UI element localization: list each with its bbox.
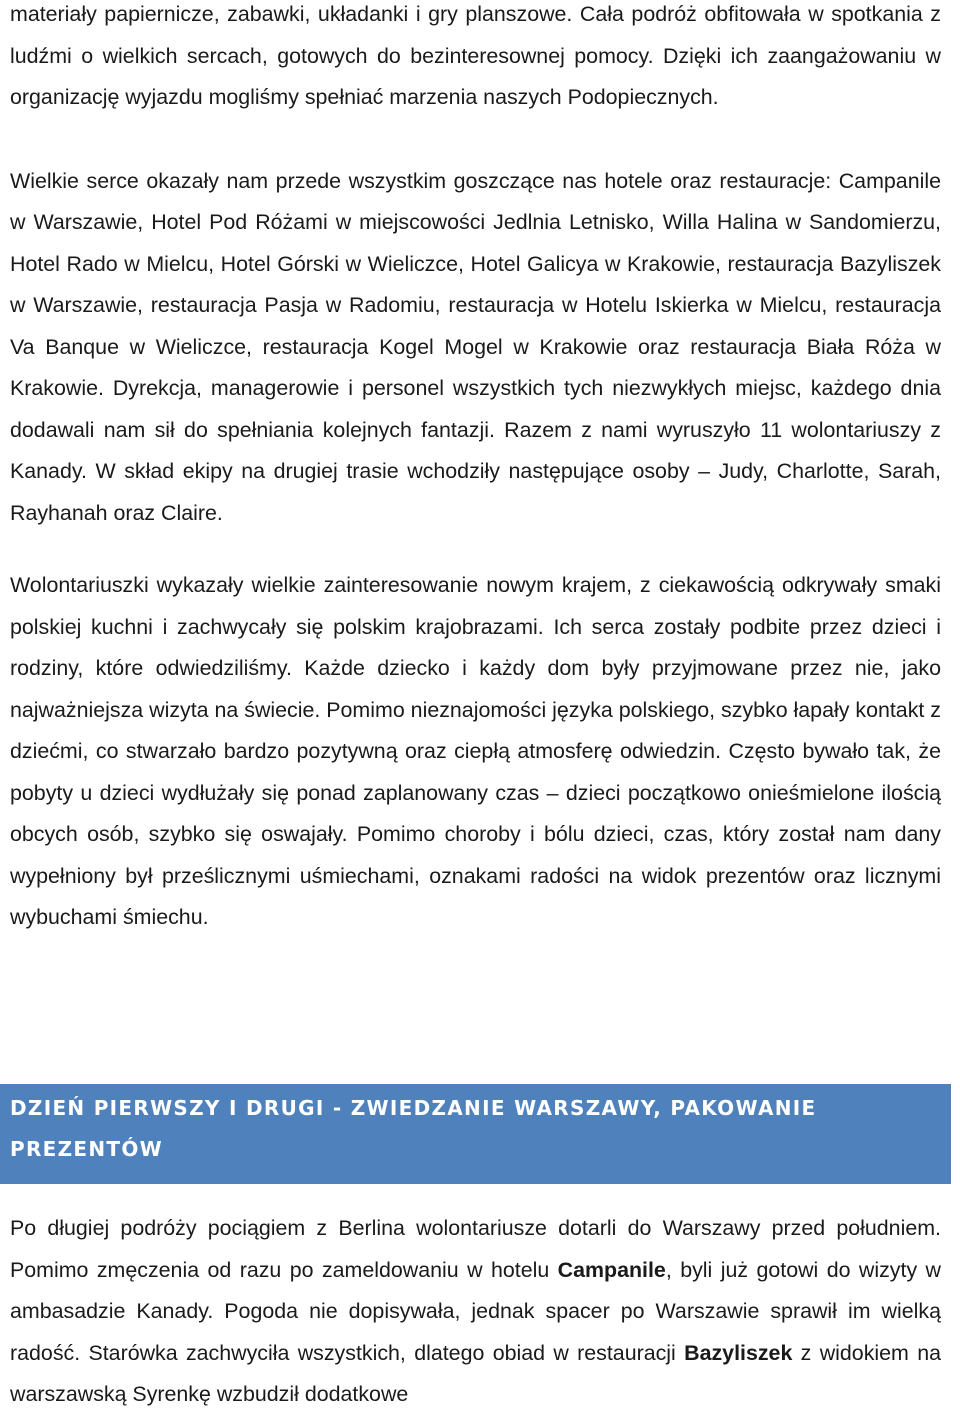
paragraph-day-one-text-3: z widokiem na warszawską Syrenkę wzbudził dodatkowe <box>10 1340 941 1406</box>
section-body <box>10 1208 941 1416</box>
paragraph-volunteers: Wolontariuszki wykazały wielkie zainteresowanie nowym krajem, z ciekawością odkrywały smaki polskiej kuchni i zachwycały się polskim krajobrazami. Ich serca zostały podbite przez dzieci i rodziny, które odwiedziliśmy. Każde dziecko i każdy dom były przyjmowane przez nie, jako najważniejsza wizyta na świecie. Pomimo nieznajomości języka polskiego, szybko łapały kontakt z dziećmi, co stwarzało bardzo pozytywną oraz ciepłą atmosferę odwiedzin. Często bywało tak, że pobyty u dzieci wydłużały się ponad zaplanowany czas – dzieci początkowo onieśmielone ilością obcych osób, szybko się oswajały. Pomimo choroby i bólu dzieci, czas, który został nam dany wypełniony był prześlicznymi uśmiechami, oznakami radości na widok prezentów oraz licznymi wybuchami śmiechu. <box>10 573 941 929</box>
section-heading-box <box>0 1084 951 1184</box>
paragraph-day-one-text-1: Po długiej podróży pociągiem z Berlina wolontariusze dotarli do Warszawy przed południem. Pomimo zmęczenia od razu po zameldowaniu w hotelu <box>10 1216 941 1282</box>
restaurant-name-bazyliszek: Bazyliszek <box>684 1340 793 1365</box>
section-heading: DZIEŃ PIERWSZY I DRUGI - ZWIEDZANIE WARSZAWY, PAKOWANIE PREZENTÓW <box>10 1096 817 1161</box>
paragraph-day-one <box>10 1208 941 1416</box>
document-body <box>10 0 941 939</box>
hotel-name-campanile: Campanile <box>557 1257 666 1282</box>
paragraph-gifts-and-helpers: materiały papiernicze, zabawki, układanki i gry planszowe. Cała podróż obfitowała w spotkania z ludźmi o wielkich sercach, gotowych do bezinteresownej pomocy. Dzięki ich zaangażowaniu w organizację wyjazdu mogliśmy spełniać marzenia naszych Podopiecznych. <box>10 2 941 109</box>
paragraph-day-one-text-2: , byli już gotowi do wizyty w ambasadzie Kanady. Pogoda nie dopisywała, jednak spacer po Warszawie sprawił im wielką radość. Starówka zachwyciła wszystkich, dlatego obiad w restauracji <box>10 1257 941 1365</box>
paragraph-hotels-and-restaurants: Wielkie serce okazały nam przede wszystkim goszczące nas hotele oraz restauracje: Campanile w Warszawie, Hotel Pod Różami w miejscowości Jedlnia Letnisko, Willa Halina w Sandomierzu, Hotel Rado w Mielcu, Hotel Górski w Wieliczce, Hotel Galicya w Krakowie, restauracja Bazyliszek w Warszawie, restauracja Pasja w Radomiu, restauracja w Hotelu Iskierka w Mielcu, restauracja Va Banque w Wieliczce, restauracja Kogel Mogel w Krakowie oraz restauracja Biała Róża w Krakowie. Dyrekcja, managerowie i personel wszystkich tych niezwykłych miejsc, każdego dnia dodawali nam sił do spełniania kolejnych fantazji. Razem z nami wyruszyło 11 wolontariuszy z Kanady. W skład ekipy na drugiej trasie wchodziły następujące osoby – Judy, Charlotte, Sarah, Rayhanah oraz Claire. <box>10 168 941 525</box>
